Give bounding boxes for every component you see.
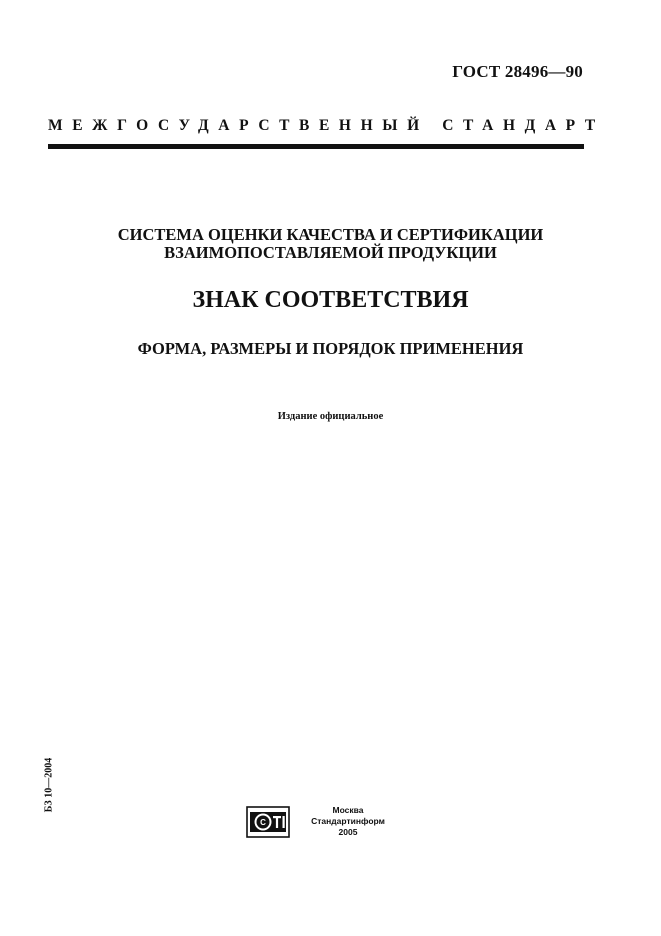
- standard-number: ГОСТ 28496—90: [452, 62, 583, 81]
- publisher-imprint: [308, 805, 388, 838]
- standartinform-logo-icon: [246, 806, 290, 838]
- publisher-city: Москва: [332, 805, 364, 815]
- page-subtitle: ФОРМА, РАЗМЕРЫ И ПОРЯДОК ПРИМЕНЕНИЯ: [137, 339, 524, 358]
- system-title: [0, 226, 661, 262]
- page-title: ЗНАК СООТВЕТСТВИЯ: [192, 287, 469, 313]
- svg-text:С: С: [260, 818, 266, 828]
- standard-type-heading: МЕЖГОСУДАРСТВЕННЫЙ СТАНДАРТ: [48, 117, 605, 134]
- edition-label: Издание официальное: [277, 411, 384, 422]
- system-title-line-2: ВЗАИМОПОСТАВЛЯЕМОЙ ПРОДУКЦИИ: [164, 243, 497, 262]
- publisher-name: Стандартинформ: [311, 816, 385, 826]
- heading-divider: [48, 144, 584, 149]
- system-title-line-1: СИСТЕМА ОЦЕНКИ КАЧЕСТВА И СЕРТИФИКАЦИИ: [117, 225, 544, 244]
- side-code: БЗ 10—2004: [43, 757, 55, 813]
- publisher-year: 2005: [338, 827, 358, 837]
